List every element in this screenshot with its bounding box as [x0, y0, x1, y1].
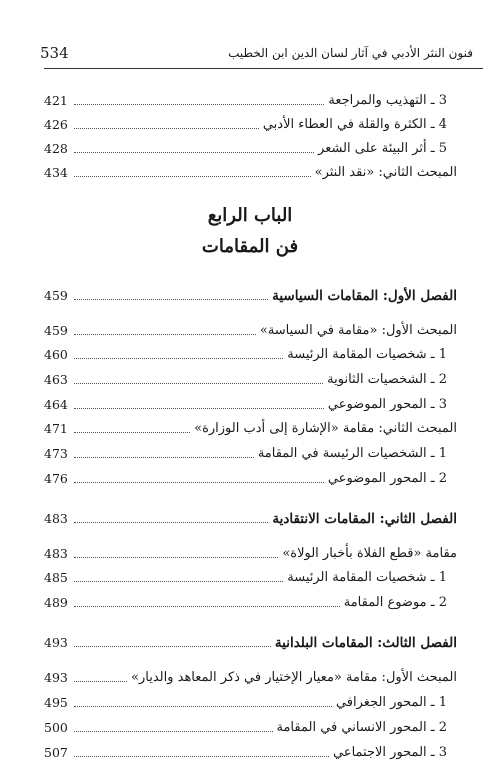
toc-entry-page: 489: [44, 595, 68, 610]
toc-entry: [44, 341, 457, 363]
leader-dots: [74, 556, 278, 558]
toc-entry: [44, 415, 457, 437]
toc-entry-label: المبحث الثاني: مقامة «الإشارة إلى أدب الوزارة»: [194, 421, 457, 436]
toc-entry-label: الفصل الأول: المقامات السياسية: [272, 288, 457, 304]
toc-entry: [44, 135, 457, 157]
toc-entry-label: الفصل الثالث: المقامات البلدانية: [274, 635, 457, 651]
toc-entry-page: 428: [44, 141, 68, 156]
toc-entry: [44, 391, 457, 413]
toc-chapter: [44, 629, 457, 651]
leader-dots: [74, 382, 323, 384]
leader-dots: [74, 151, 314, 153]
leader-dots: [74, 481, 324, 483]
toc-entry-page: 460: [44, 347, 68, 362]
toc-entry: [44, 589, 457, 611]
toc-entry-page: 500: [44, 720, 68, 735]
leader-dots: [74, 456, 254, 458]
toc-entry-page: 495: [44, 695, 68, 710]
leader-dots: [74, 175, 311, 177]
leader-dots: [74, 333, 256, 335]
toc-entry-page: 493: [44, 670, 68, 685]
toc-entry-label: المبحث الأول: «مقامة في السياسة»: [259, 323, 457, 338]
leader-dots: [74, 127, 259, 129]
toc-entry: [44, 689, 457, 711]
toc-entry: [44, 317, 457, 339]
toc-entry-label: 3 ـ المحور الموضوعي: [327, 397, 447, 412]
toc-entry-page: 473: [44, 446, 68, 461]
toc-entry-label: 2 ـ الشخصيات الثانوية: [327, 372, 447, 387]
toc-entry-page: 434: [44, 165, 68, 180]
leader-dots: [74, 103, 324, 105]
toc-entry: [44, 714, 457, 736]
leader-dots: [74, 680, 127, 682]
toc-entry-label: المبحث الثاني: «نقد النثر»: [314, 165, 457, 180]
toc-entry-page: 471: [44, 421, 68, 436]
toc-entry-label: 1 ـ الشخصيات الرئيسة في المقامة: [257, 446, 447, 461]
toc-entry-page: 459: [44, 323, 68, 338]
toc-entry-label: 2 ـ المحور الانساني في المقامة: [276, 720, 447, 735]
toc-entry-page: 421: [44, 93, 68, 108]
toc-entry: [44, 564, 457, 586]
page-number: 534: [40, 44, 69, 62]
toc-entry: [44, 366, 457, 388]
toc-entry-label: 4 ـ الكثرة والقلة في العطاء الأدبي: [262, 117, 447, 132]
leader-dots: [74, 730, 273, 732]
toc-entry-label: 3 ـ التهذيب والمراجعة: [328, 93, 447, 108]
toc-entry-page: 464: [44, 397, 68, 412]
toc-entry-page: 483: [44, 546, 68, 561]
toc-entry-label: 1 ـ شخصيات المقامة الرئيسة: [287, 570, 447, 585]
toc-entry-page: 459: [44, 288, 68, 303]
toc-entry: [44, 540, 457, 562]
toc-entry-page: 485: [44, 570, 68, 585]
toc-entry: [44, 440, 457, 462]
toc-entry-page: 426: [44, 117, 68, 132]
toc-entry: [44, 664, 457, 686]
toc-entry-label: 3 ـ المحور الاجتماعي: [332, 745, 447, 760]
header-rule: [44, 68, 483, 69]
toc-entry: [44, 739, 457, 761]
leader-dots: [74, 407, 324, 409]
toc-entry-page: 483: [44, 511, 68, 526]
part-subtitle: فن المقامات: [201, 236, 299, 257]
leader-dots: [74, 298, 268, 300]
toc-entry-page: 493: [44, 635, 68, 650]
part-title: الباب الرابع: [207, 205, 293, 226]
leader-dots: [74, 521, 268, 523]
toc-entry-page: 463: [44, 372, 68, 387]
toc-entry-label: الفصل الثاني: المقامات الانتقادية: [272, 511, 457, 527]
running-title: فنون النثر الأدبي في آثار لسان الدين ابن الخطيب: [228, 46, 473, 60]
toc-entry-label: مقامة «قطع الفلاة بأخبار الولاة»: [282, 546, 457, 561]
toc-entry-label: 2 ـ موضوع المقامة: [343, 595, 447, 610]
leader-dots: [74, 431, 190, 433]
toc-chapter: [44, 282, 457, 304]
leader-dots: [74, 605, 340, 607]
toc-entry-page: 476: [44, 471, 68, 486]
toc-entry-label: 2 ـ المحور الموضوعي: [327, 471, 447, 486]
toc-chapter: [44, 505, 457, 527]
toc-entry: [44, 87, 457, 109]
leader-dots: [74, 357, 283, 359]
leader-dots: [74, 705, 332, 707]
toc-entry: [44, 111, 457, 133]
toc-entry-label: 1 ـ المحور الجغرافي: [335, 695, 447, 710]
toc-entry: [44, 465, 457, 487]
leader-dots: [74, 645, 271, 647]
toc-entry: [44, 159, 457, 181]
toc-entry-page: 507: [44, 745, 68, 760]
page-header: [40, 44, 483, 64]
toc-entry-label: 1 ـ شخصيات المقامة الرئيسة: [287, 347, 447, 362]
leader-dots: [74, 755, 329, 757]
toc-entry-label: 5 ـ أثر البيئة على الشعر: [318, 141, 447, 156]
toc-entry-label: المبحث الأول: مقامة «معيار الإختيار في ذكر المعاهد والديار»: [131, 670, 457, 685]
leader-dots: [74, 580, 283, 582]
